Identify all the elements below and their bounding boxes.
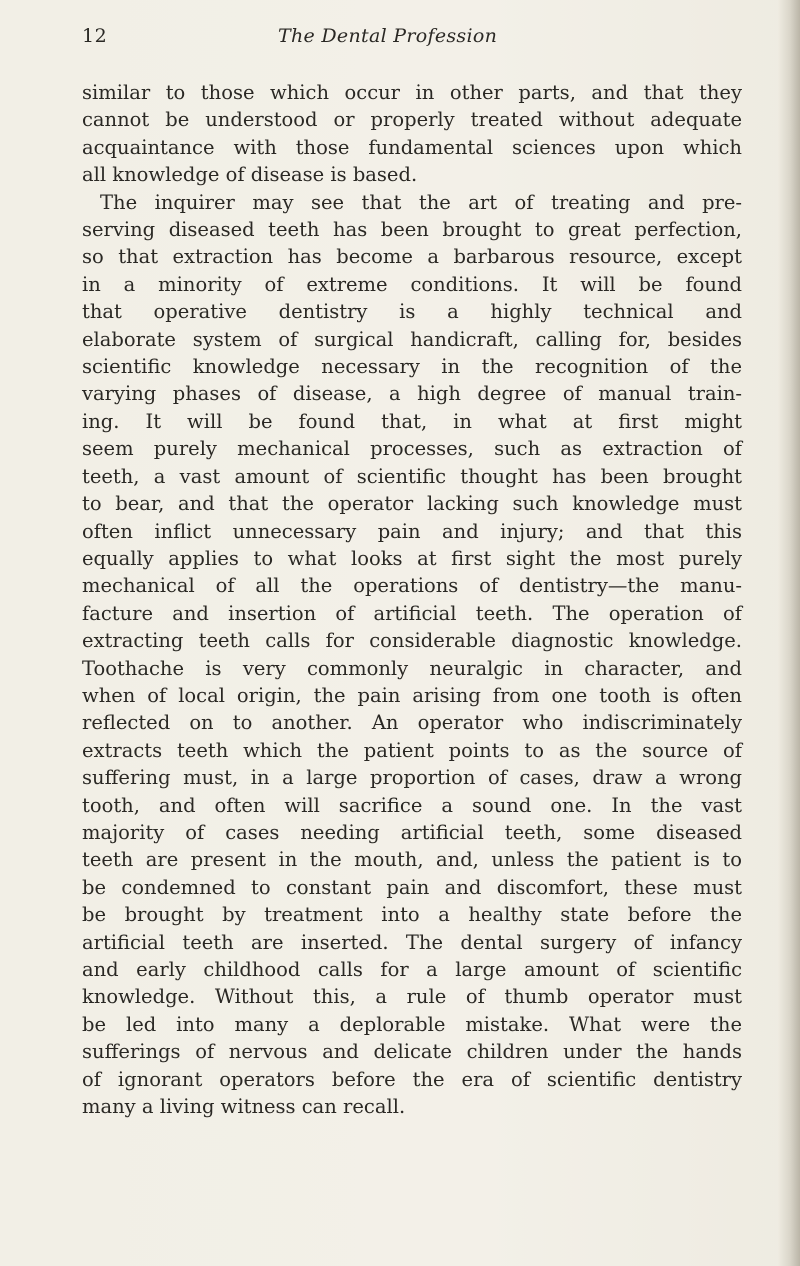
text-line: to bear, and that the operator lacking such knowledge must <box>82 492 742 516</box>
text-line: extracting teeth calls for considerable diagnostic knowledge. <box>82 629 742 653</box>
text-line: all knowledge of disease is based. <box>82 163 418 187</box>
text-line: suffering must, in a large proportion of cases, draw a wrong <box>82 766 742 790</box>
text-line: ing. It will be found that, in what at first might <box>82 409 742 433</box>
text-line: cannot be understood or properly treated without adequate <box>82 108 742 132</box>
text-line: The inquirer may see that the art of treating and pre- <box>100 190 742 214</box>
text-line: be brought by treatment into a healthy state before the <box>82 903 742 927</box>
text-line: extracts teeth which the patient points to as the source of <box>82 738 742 762</box>
text-line: tooth, and often will sacrifice a sound one. In the vast <box>82 793 742 817</box>
running-header <box>82 25 732 59</box>
text-line: that operative dentistry is a highly technical and <box>82 300 742 324</box>
text-line: knowledge. Without this, a rule of thumb operator must <box>82 985 742 1009</box>
text-line: teeth are present in the mouth, and, unless the patient is to <box>82 848 742 872</box>
text-line: reflected on to another. An operator who indiscriminately <box>82 711 742 735</box>
text-line: facture and insertion of artificial teeth. The operation of <box>82 601 742 625</box>
text-line: be led into many a deplorable mistake. What were the <box>82 1012 742 1036</box>
text-line: and early childhood calls for a large amount of scientific <box>82 958 742 981</box>
text-line: many a living witness can recall. <box>82 1095 406 1119</box>
text-line: when of local origin, the pain arising from one tooth is often <box>82 683 742 707</box>
text-line: artificial teeth are inserted. The dental surgery of infancy <box>82 930 742 954</box>
text-line: teeth, a vast amount of scientific thought has been brought <box>82 464 742 488</box>
text-line: often inflict unnecessary pain and injury; and that this <box>82 519 742 543</box>
text-line: of ignorant operators before the era of scientific dentistry <box>82 1067 742 1091</box>
running-title: The Dental Profession <box>278 25 498 47</box>
text-line: in a minority of extreme conditions. It will be found <box>82 272 742 296</box>
text-line: Toothache is very commonly neuralgic in character, and <box>82 656 742 680</box>
body-text <box>82 79 742 1120</box>
text-line: acquaintance with those fundamental sciences upon which <box>82 135 742 159</box>
text-line: be condemned to constant pain and discomfort, these must <box>82 875 742 899</box>
text-line: scientific knowledge necessary in the recognition of the <box>82 355 742 379</box>
text-line: majority of cases needing artificial teeth, some diseased <box>82 820 742 844</box>
text-line: equally applies to what looks at first sight the most purely <box>82 546 742 570</box>
text-line: similar to those which occur in other parts, and that they <box>82 81 742 104</box>
text-line: serving diseased teeth has been brought to great perfection, <box>82 218 742 242</box>
text-line: mechanical of all the operations of dentistry—the manu- <box>82 574 742 598</box>
text-line: sufferings of nervous and delicate children under the hands <box>82 1040 742 1064</box>
text-line: elaborate system of surgical handicraft, calling for, besides <box>82 327 742 351</box>
page-edge-shadow <box>778 0 800 1266</box>
page-number: 12 <box>82 25 108 47</box>
text-line: varying phases of disease, a high degree of manual train- <box>82 382 742 406</box>
text-line: seem purely mechanical processes, such as extraction of <box>82 437 742 461</box>
text-line: so that extraction has become a barbarous resource, except <box>82 245 742 269</box>
